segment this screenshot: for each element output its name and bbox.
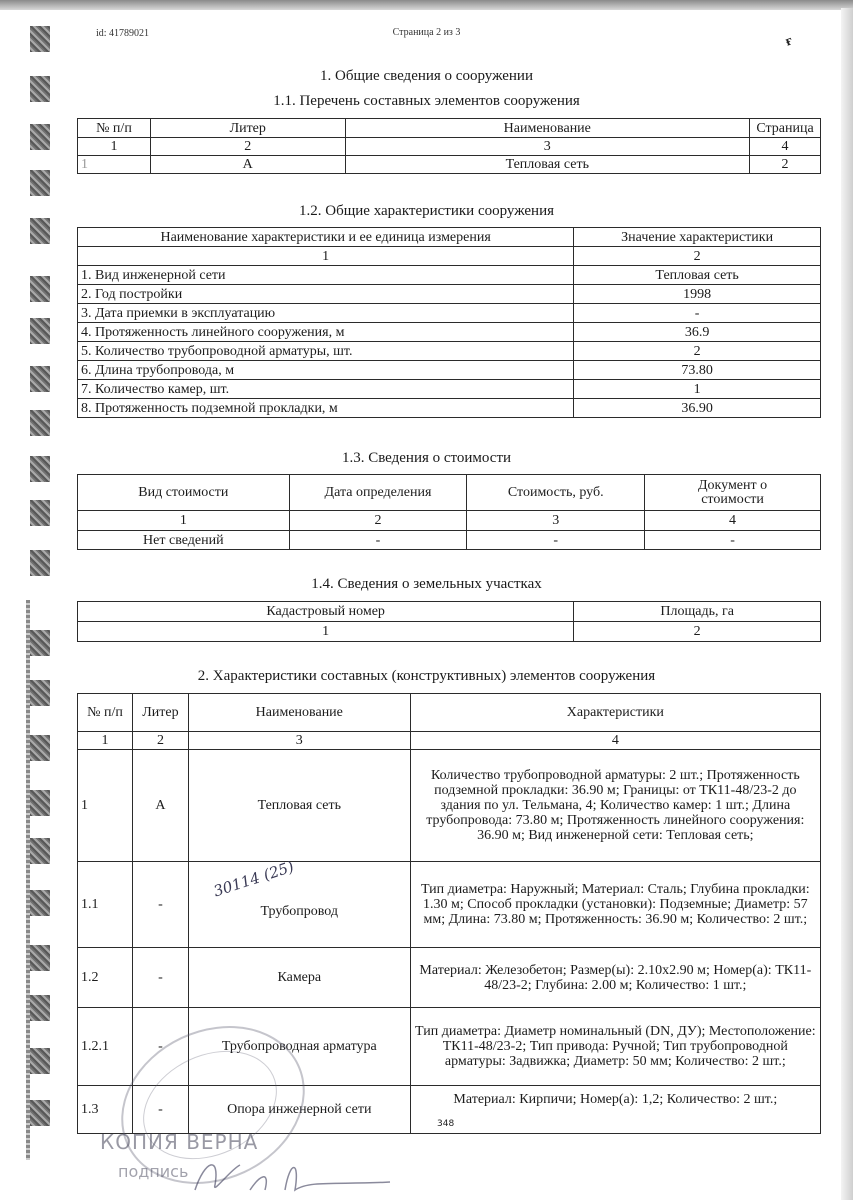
element-num: 1.2.1 (78, 1008, 133, 1086)
col-number: 2 (574, 622, 821, 642)
col-number: 2 (150, 138, 345, 156)
char-value: 73.80 (574, 361, 821, 380)
col-header: Стоимость, руб. (467, 475, 645, 511)
char-value: 2 (574, 342, 821, 361)
binding-mark (30, 630, 50, 656)
col-header: № п/п (78, 694, 133, 732)
char-name: 4. Протяженность линейного сооружения, м (78, 323, 574, 342)
element-num: 1.1 (78, 862, 133, 948)
copy-certified-stamp: КОПИЯ ВЕРНА (100, 1130, 259, 1154)
binding-mark (30, 318, 50, 344)
binding-mark (30, 550, 50, 576)
element-liter: - (132, 1086, 188, 1134)
col-number: 4 (410, 732, 820, 750)
col-header: Наименование (188, 694, 410, 732)
char-name: 2. Год постройки (78, 285, 574, 304)
col-header: Литер (132, 694, 188, 732)
col-number: 2 (289, 511, 467, 531)
col-number: 1 (78, 622, 574, 642)
binding-mark (30, 945, 50, 971)
binding-mark (30, 410, 50, 436)
col-header: Значение характеристики (574, 228, 821, 247)
binding-mark (30, 366, 50, 392)
element-characteristics: Тип диаметра: Диаметр номинальный (DN, ДУ); Местоположение: ТК11-48/23-2; Тип привода: Ручной; Тип трубопроводной арматуры: Задвижка; Диаметр: 50 мм; Количество: 2 шт.; (410, 1008, 820, 1086)
scan-right-edge (841, 8, 853, 1200)
element-liter: - (132, 1008, 188, 1086)
col-header: Литер (150, 119, 345, 138)
col-number: 4 (749, 138, 820, 156)
col-header: Страница (749, 119, 820, 138)
char-value: 1998 (574, 285, 821, 304)
elements-list-table (77, 118, 821, 174)
col-number: 2 (574, 247, 821, 266)
cost-date: - (289, 531, 467, 550)
char-value: Тепловая сеть (574, 266, 821, 285)
section-1-title: 1. Общие сведения о сооружении (320, 68, 533, 84)
table-row (78, 380, 821, 399)
table-row (78, 948, 821, 1008)
col-header: Площадь, га (574, 602, 821, 622)
cost-type: Нет сведений (78, 531, 290, 550)
binding-mark (30, 890, 50, 916)
row-page: 2 (749, 156, 820, 174)
element-characteristics: Количество трубопроводной арматуры: 2 шт.; Протяженность подземной прокладки: 36.90 м; Границы: от ТК11-48/23-2 до здания по ул. Тельмана, 4; Количество камер: 1 шт.; Длина трубопровода: 73.80 м; Протяженность линейного сооружения: 36.90 м; Вид инженерной сети: Тепловая сеть; (410, 750, 820, 862)
table-row (78, 342, 821, 361)
table-row (78, 285, 821, 304)
binding-mark (30, 790, 50, 816)
col-number: 4 (645, 511, 821, 531)
element-num: 1.2 (78, 948, 133, 1008)
signature-label: подпись (118, 1162, 189, 1181)
binding-mark (30, 735, 50, 761)
col-number: 3 (345, 138, 749, 156)
char-name: 7. Количество камер, шт. (78, 380, 574, 399)
char-name: 5. Количество трубопроводной арматуры, шт. (78, 342, 574, 361)
col-header: Дата определения (289, 475, 467, 511)
general-characteristics-table (77, 227, 821, 418)
row-name: Тепловая сеть (345, 156, 749, 174)
table-row (78, 399, 821, 418)
section-1-1-title: 1.1. Перечень составных элементов сооружения (273, 93, 580, 109)
footer-page-number: 348 (437, 1119, 455, 1129)
element-liter: - (132, 862, 188, 948)
element-name: Камера (188, 948, 410, 1008)
cost-value: - (467, 531, 645, 550)
char-name: 1. Вид инженерной сети (78, 266, 574, 285)
table-row (78, 531, 821, 550)
char-value: 36.90 (574, 399, 821, 418)
element-liter: - (132, 948, 188, 1008)
table-row (78, 361, 821, 380)
document-id: id: 41789021 (96, 28, 150, 39)
row-num: 1 (78, 156, 151, 174)
table-row (78, 266, 821, 285)
col-header: № п/п (78, 119, 151, 138)
char-value: - (574, 304, 821, 323)
element-characteristics: Материал: Железобетон; Размер(ы): 2.10x2.90 м; Номер(а): ТК11-48/23-2; Глубина: 2.00 м; Количество: 1 шт.; (410, 948, 820, 1008)
row-liter: А (150, 156, 345, 174)
binding-mark (30, 170, 50, 196)
col-header: Наименование характеристики и ее единица измерения (78, 228, 574, 247)
element-name: Трубопровод (188, 862, 410, 948)
cost-document: - (645, 531, 821, 550)
cost-table (77, 474, 821, 550)
section-1-4-title: 1.4. Сведения о земельных участках (311, 576, 542, 592)
page-indicator: Страница 2 из 3 (392, 27, 461, 38)
binding-mark (30, 838, 50, 864)
element-liter: А (132, 750, 188, 862)
col-header: Документ о стоимости (645, 475, 821, 511)
col-header: Характеристики (410, 694, 820, 732)
scan-top-edge (0, 0, 853, 10)
binding-mark (30, 218, 50, 244)
col-header: Кадастровый номер (78, 602, 574, 622)
signature-icon (190, 1150, 410, 1200)
col-number: 1 (78, 732, 133, 750)
element-name: Опора инженерной сети (188, 1086, 410, 1134)
binding-mark (30, 276, 50, 302)
element-name: Трубопроводная арматура (188, 1008, 410, 1086)
col-header: Вид стоимости (78, 475, 290, 511)
char-name: 3. Дата приемки в эксплуатацию (78, 304, 574, 323)
binding-mark (30, 1100, 50, 1126)
col-number: 1 (78, 511, 290, 531)
section-1-3-title: 1.3. Сведения о стоимости (341, 450, 512, 466)
binding-mark (30, 124, 50, 150)
col-number: 3 (467, 511, 645, 531)
char-name: 6. Длина трубопровода, м (78, 361, 574, 380)
binding-marks (22, 0, 52, 1200)
table-row (78, 323, 821, 342)
char-value: 1 (574, 380, 821, 399)
corner-mark: ғ (783, 33, 795, 50)
binding-mark (30, 1048, 50, 1074)
element-name: Тепловая сеть (188, 750, 410, 862)
element-num: 1.3 (78, 1086, 133, 1134)
col-number: 1 (78, 138, 151, 156)
element-num: 1 (78, 750, 133, 862)
table-row (78, 304, 821, 323)
binding-mark (30, 995, 50, 1021)
col-number: 3 (188, 732, 410, 750)
section-2-title: 2. Характеристики составных (конструктивных) элементов сооружения (197, 668, 656, 684)
section-1-2-title: 1.2. Общие характеристики сооружения (299, 203, 554, 219)
table-row (78, 156, 821, 174)
land-plots-table (77, 601, 821, 642)
char-name: 8. Протяженность подземной прокладки, м (78, 399, 574, 418)
handwritten-note: 30114 (25) (211, 857, 297, 901)
element-characteristics: Тип диаметра: Наружный; Материал: Сталь; Глубина прокладки: 1.30 м; Способ прокладки (установки): Подземные; Диаметр: 57 мм; Длина: 73.80 м; Протяженность: 36.90 м; Количество: 2 шт.; (410, 862, 820, 948)
table-row (78, 862, 821, 948)
table-row (78, 750, 821, 862)
col-number: 1 (78, 247, 574, 266)
binding-mark (30, 500, 50, 526)
col-number: 2 (132, 732, 188, 750)
element-characteristics: Материал: Кирпичи; Номер(а): 1,2; Количество: 2 шт.; (410, 1086, 820, 1134)
col-header: Наименование (345, 119, 749, 138)
char-value: 36.9 (574, 323, 821, 342)
